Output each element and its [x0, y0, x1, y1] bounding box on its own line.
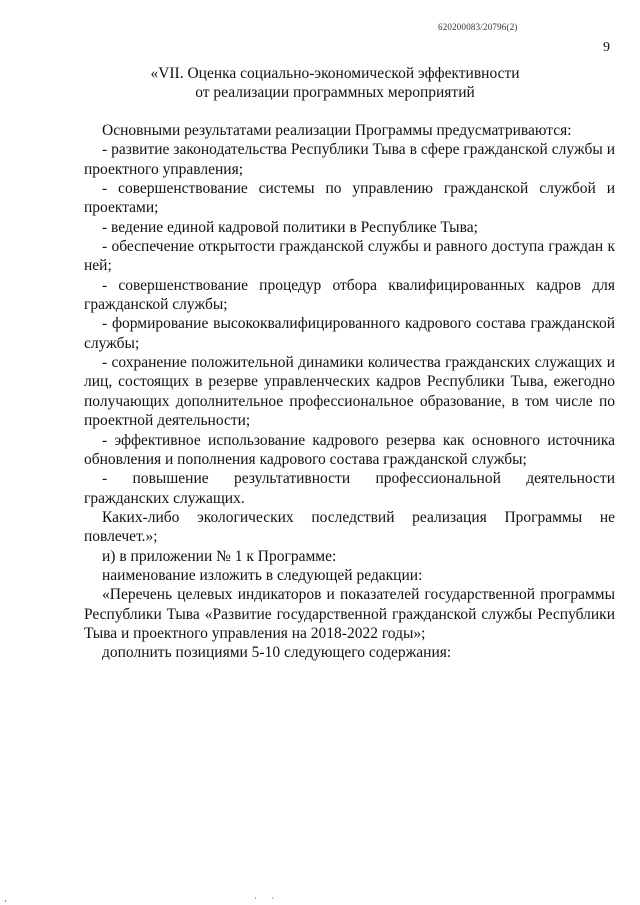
list-item-legislation: - развитие законодательства Республики Тыва в сфере гражданской службы и проектного управления; [84, 141, 615, 178]
scan-artifact-bottom: · · [254, 893, 281, 903]
section-heading [84, 64, 586, 102]
list-item-performance: - повышение результативности профессиональной деятельности гражданских служащих. [84, 470, 615, 507]
list-item-positive-dynamics: - сохранение положительной динамики количества гражданских служащих и лиц, состоящих в резерве управленческих кадров Республики Тыва, ежегодно получающих дополнительное профессиональное образование, в том числе по проектной деятельности; [84, 354, 615, 430]
heading-line-2: от реализации программных мероприятий [195, 84, 475, 101]
page-number: 9 [603, 40, 610, 55]
list-item-personnel-policy: - ведение единой кадровой политики в Республике Тыва; [102, 218, 478, 236]
list-item-qualified-staff: - формирование высококвалифицированного кадрового состава гражданской службы; [84, 315, 615, 352]
paragraph-add-positions: дополнить позициями 5-10 следующего содержания: [102, 644, 452, 662]
document-body [84, 121, 615, 663]
list-item-openness: - обеспечение открытости гражданской службы и равного доступа граждан к ней; [84, 238, 615, 275]
paragraph-ecology: Каких-либо экологических последствий реализация Программы не повлечет.»; [84, 508, 615, 546]
list-item-management-system: - совершенствование системы по управлению гражданской службой и проектами; [84, 180, 615, 217]
heading-line-1: «VII. Оценка социально-экономической эффективности [150, 65, 520, 82]
paragraph-new-title: «Перечень целевых индикаторов и показателей государственной программы Республики Тыва «Развитие государственной гражданской службы Республики Тыва и проектного управления на 2018-2022 годы»; [84, 586, 615, 642]
list-item-selection-procedures: - совершенствование процедур отбора квалифицированных кадров для гражданской службы; [84, 276, 615, 314]
paragraph-intro: Основными результатами реализации Программы предусматриваются: [102, 122, 572, 139]
paragraph-appendix: и) в приложении № 1 к Программе: [102, 547, 337, 565]
scan-artifact-left: ‚ [4, 893, 7, 903]
document-id: 620200083/20796(2) [438, 22, 518, 32]
list-item-personnel-reserve: - эффективное использование кадрового резерва как основного источника обновления и пополнения кадрового состава гражданской службы; [84, 431, 615, 468]
paragraph-title-edit: наименование изложить в следующей редакции: [102, 566, 423, 584]
